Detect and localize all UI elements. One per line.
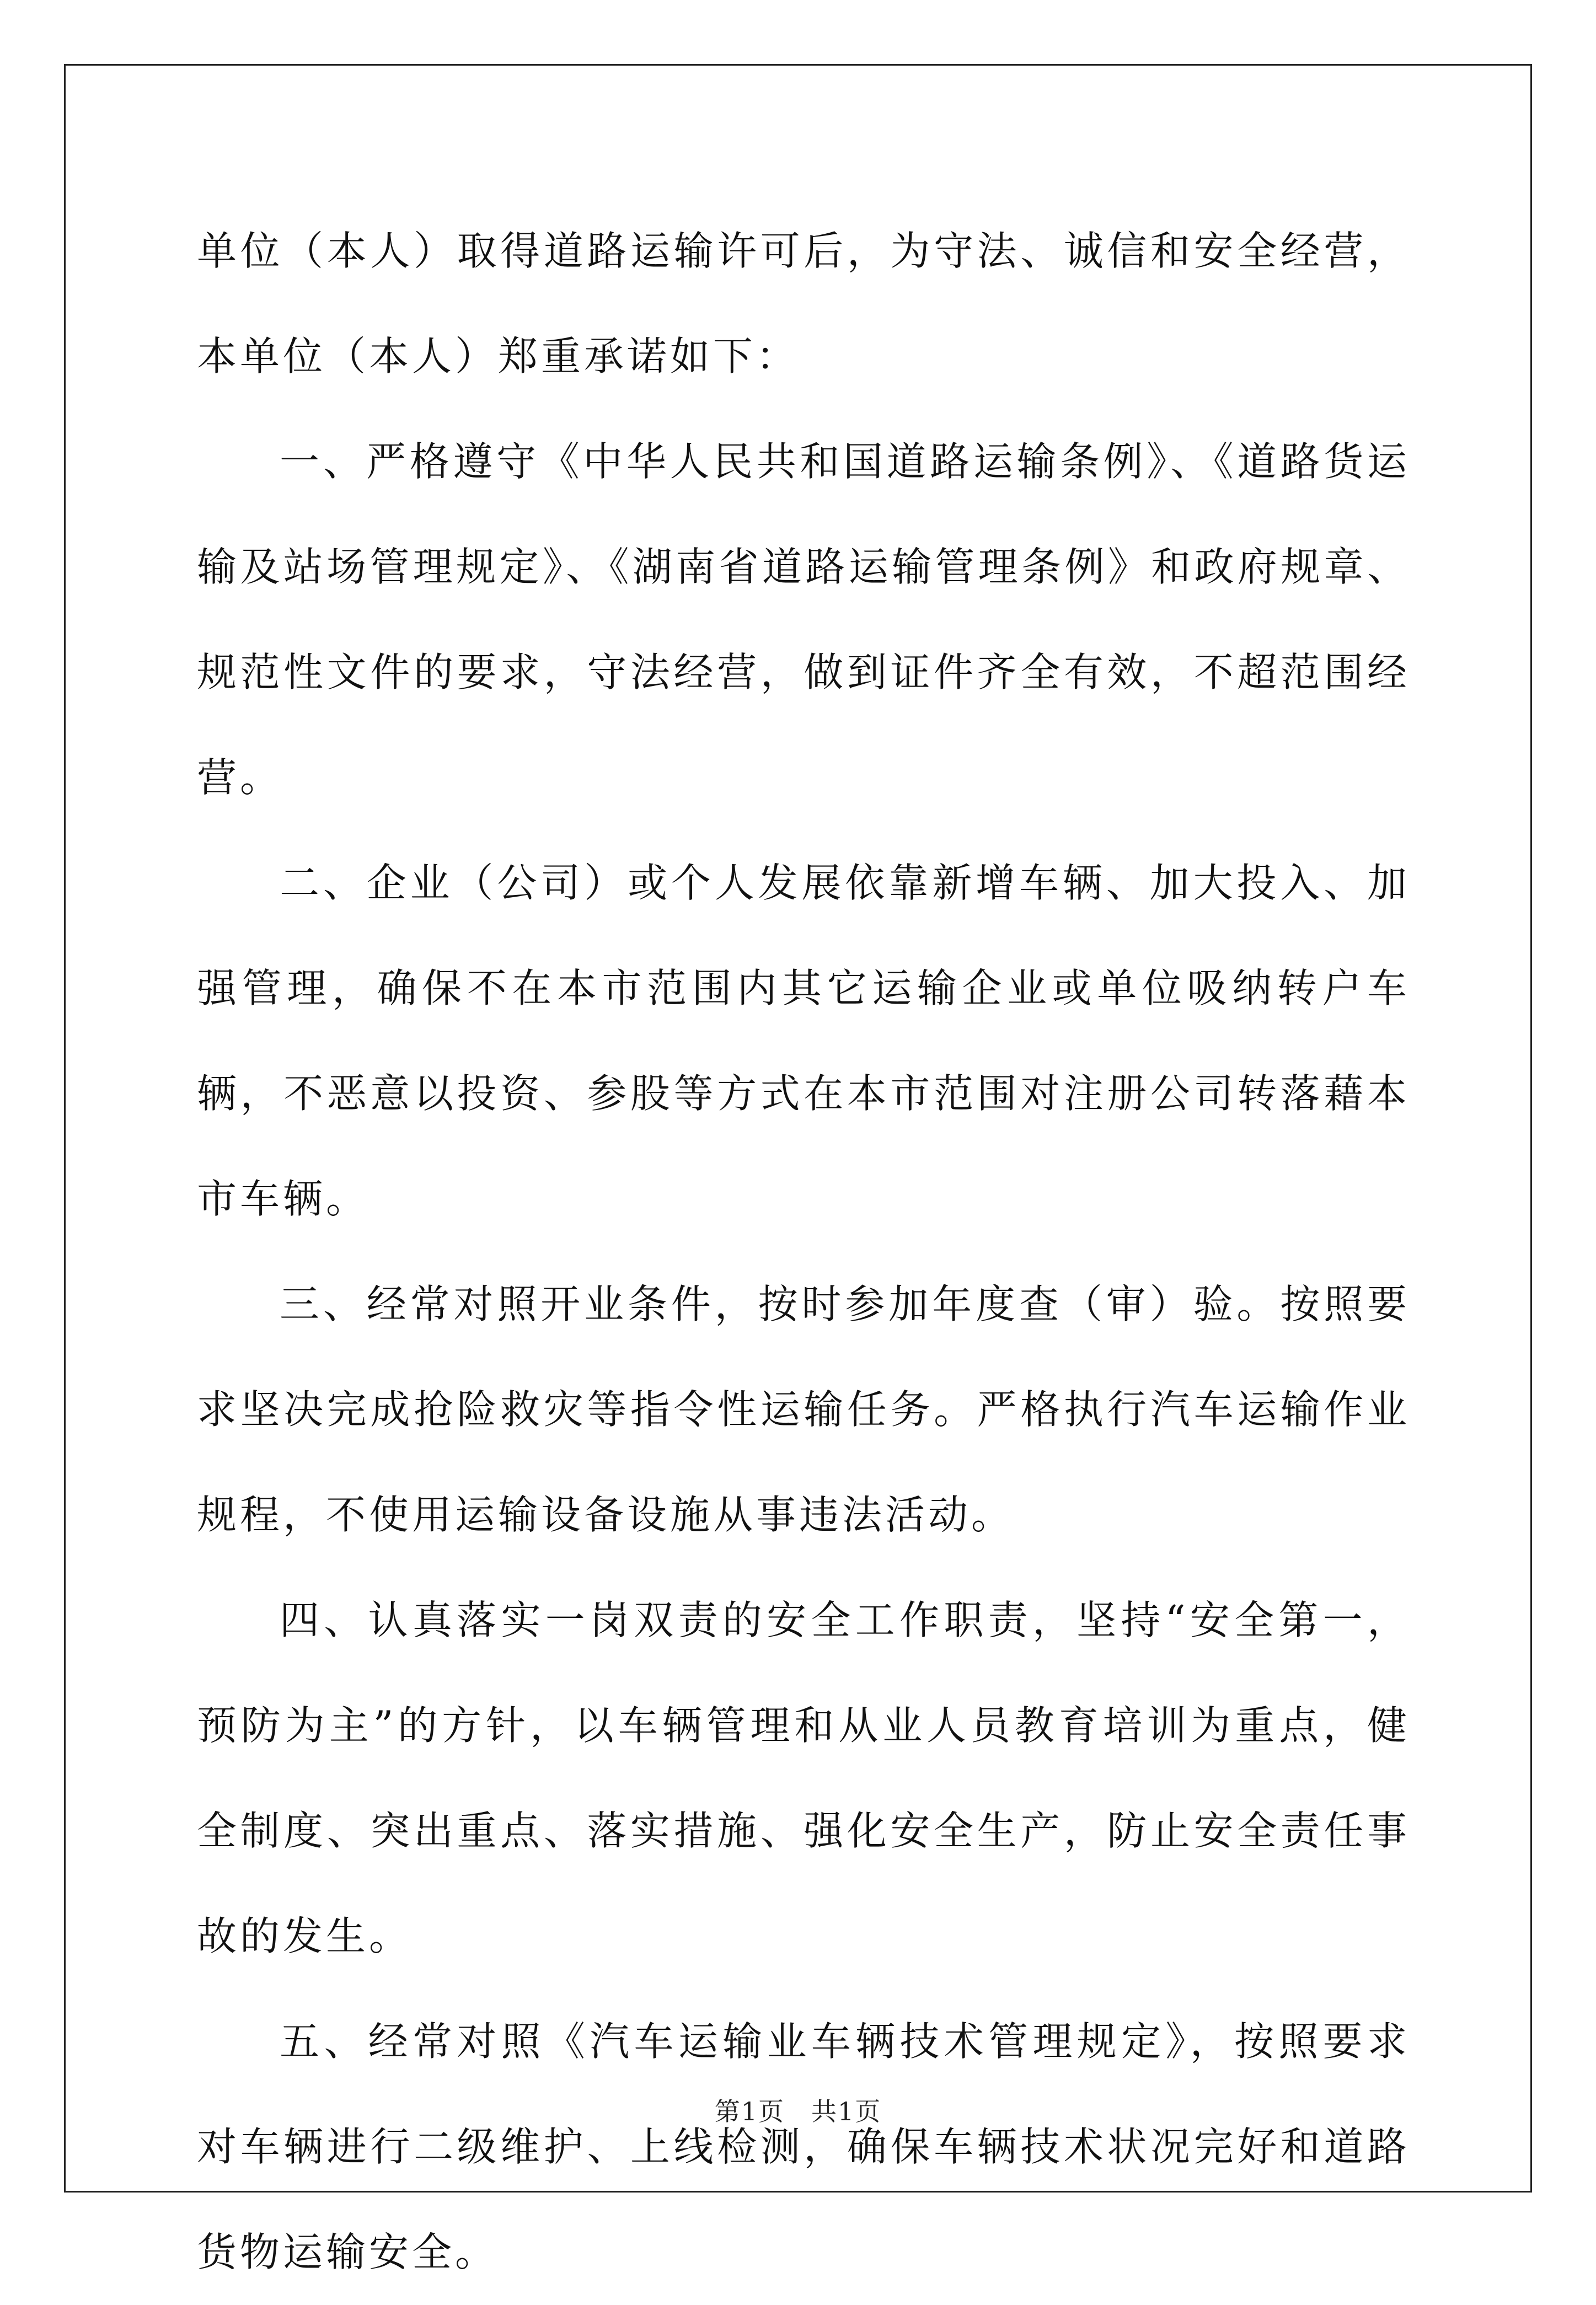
paragraph-clause-4: 四、认真落实一岗双责的安全工作职责，坚持“安全第一，预防为主”的方针，以车辆管理和从业人员教育培训为重点，健全制度、突出重点、落实措施、强化安全生产，防止安全责任事故的发生。 [197, 1597, 1410, 1959]
paragraph-clause-3: 三、经常对照开业条件，按时参加年度查（审）验。按照要求坚决完成抢险救灾等指令性运输任务。严格执行汽车运输作业规程，不使用运输设备设施从事违法活动。 [197, 1281, 1410, 1538]
page-footer: 第1页 共1页 [714, 2097, 882, 2126]
document-body [197, 199, 1410, 2305]
paragraph-clause-2: 二、企业（公司）或个人发展依靠新增车辆、加大投入、加强管理，确保不在本市范围内其它运输企业或单位吸纳转户车辆，不恶意以投资、参股等方式在本市范围对注册公司转落藉本市车辆。 [197, 860, 1410, 1222]
paragraph-clause-5: 五、经常对照《汽车运输业车辆技术管理规定》，按照要求对车辆进行二级维护、上线检测，确保车辆技术状况完好和道路货物运输安全。 [197, 2018, 1410, 2275]
paragraph-clause-1: 一、严格遵守《中华人民共和国道路运输条例》、《道路货运输及站场管理规定》、《湖南省道路运输管理条例》和政府规章、规范性文件的要求，守法经营，做到证件齐全有效，不超范围经营。 [197, 438, 1410, 801]
paragraph-intro: 单位（本人）取得道路运输许可后，为守法、诚信和安全经营，本单位（本人）郑重承诺如下： [197, 228, 1410, 379]
